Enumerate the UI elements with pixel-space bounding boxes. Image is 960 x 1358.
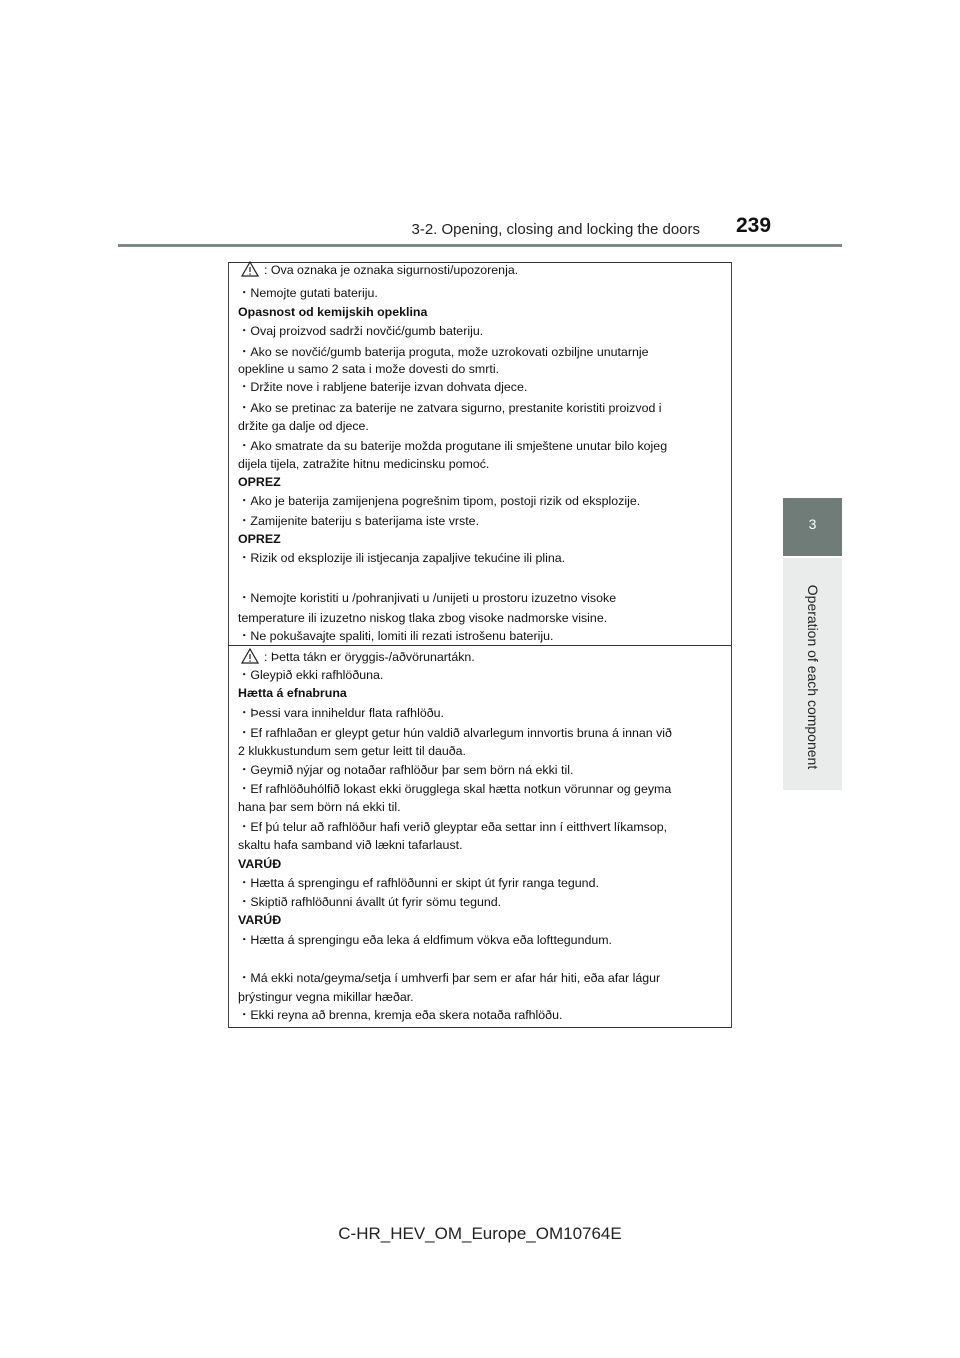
notice-line: ・Ako se novčić/gumb baterija proguta, može uzrokovati ozbiljne unutarnje: [238, 345, 649, 359]
notice-line: hana þar sem börn ná ekki til.: [238, 800, 401, 814]
notice-line: dijela tijela, zatražite hitnu medicinsku pomoć.: [238, 457, 490, 471]
notice-line: ・Má ekki nota/geyma/setja í umhverfi þar sem er afar hár hiti, eða afar lágur: [238, 971, 661, 985]
notice-line: ・Geymið nýjar og notaðar rafhlöður þar sem börn ná ekki til.: [238, 763, 574, 777]
notice-heading: Opasnost od kemijskih opeklina: [238, 305, 428, 319]
warning-triangle-icon: [241, 648, 259, 664]
page-number: 239: [736, 214, 772, 237]
notice-line: ・Nemojte koristiti u /pohranjivati u /unijeti u prostoru izuzetno visoke: [238, 591, 617, 605]
notice-heading: VARÚÐ: [238, 857, 282, 871]
chapter-label: Operation of each component: [805, 584, 821, 770]
notice-heading: OPREZ: [238, 532, 281, 546]
notice-divider: [228, 645, 731, 646]
notice-line: ・Ako smatrate da su baterije možda progutane ili smještene unutar bilo kojeg: [238, 439, 668, 453]
notice-heading: Hætta á efnabruna: [238, 686, 347, 700]
warning-triangle-icon: [241, 261, 259, 277]
notice-line: ・Ef rafhlöðuhólfið lokast ekki örugglega skal hætta notkun vörunnar og geyma: [238, 782, 672, 796]
notice-line: temperature ili izuzetno niskog tlaka zbog visoke nadmorske visine.: [238, 611, 608, 625]
notice-line: ・Ne pokušavajte spaliti, lomiti ili rezati istrošenu bateriju.: [238, 629, 554, 643]
notice-line: ・Ako se pretinac za baterije ne zatvara sigurno, prestanite koristiti proizvod i: [238, 401, 662, 415]
notice-line: ・Ovaj proizvod sadrži novčić/gumb bateriju.: [238, 324, 484, 338]
notice-line: skaltu hafa samband við lækni tafarlaust.: [238, 838, 463, 852]
notice-line: : Þetta tákn er öryggis-/aðvörunartákn.: [264, 650, 475, 664]
notice-line: držite ga dalje od djece.: [238, 419, 369, 433]
notice-line: ・Držite nove i rabljene baterije izvan dohvata djece.: [238, 380, 528, 394]
notice-heading: VARÚÐ: [238, 913, 282, 927]
notice-line: opekline u samo 2 sata i može dovesti do smrti.: [238, 362, 500, 376]
header-divider: [118, 244, 842, 247]
section-title: 3-2. Opening, closing and locking the doors: [411, 221, 700, 238]
notice-line: ・Rizik od eksplozije ili istjecanja zapaljive tekućine ili plina.: [238, 551, 566, 565]
notice-line: ・Ekki reyna að brenna, kremja eða skera notaða rafhlöðu.: [238, 1008, 563, 1022]
notice-line: ・Þessi vara inniheldur flata rafhlöðu.: [238, 706, 444, 720]
notice-line: ・Nemojte gutati bateriju.: [238, 286, 378, 300]
notice-line: ・Ef rafhlaðan er gleypt getur hún valdið alvarlegum innvortis bruna á innan við: [238, 726, 672, 740]
document-id: C-HR_HEV_OM_Europe_OM10764E: [338, 1224, 622, 1243]
notice-line: ・Zamijenite bateriju s baterijama iste vrste.: [238, 514, 480, 528]
notice-line: : Ova oznaka je oznaka sigurnosti/upozorenja.: [264, 263, 519, 277]
notice-line: ・Ef þú telur að rafhlöður hafi verið gleyptar eða settar inn í eitthvert líkamsop,: [238, 820, 668, 834]
notice-line: ・Hætta á sprengingu eða leka á eldfimum vökva eða lofttegundum.: [238, 933, 613, 947]
notice-line: ・Ako je baterija zamijenjena pogrešnim tipom, postoji rizik od eksplozije.: [238, 494, 641, 508]
notice-heading: OPREZ: [238, 475, 281, 489]
chapter-number: 3: [808, 516, 817, 532]
notice-line: ・Hætta á sprengingu ef rafhlöðunni er skipt út fyrir ranga tegund.: [238, 876, 599, 890]
notice-line: 2 klukkustundum sem getur leitt til dauða.: [238, 744, 466, 758]
notice-line: ・Skiptið rafhlöðunni ávallt út fyrir sömu tegund.: [238, 895, 502, 909]
notice-line: ・Gleypið ekki rafhlöðuna.: [238, 668, 384, 682]
notice-line: þrýstingur vegna mikillar hæðar.: [238, 990, 414, 1004]
